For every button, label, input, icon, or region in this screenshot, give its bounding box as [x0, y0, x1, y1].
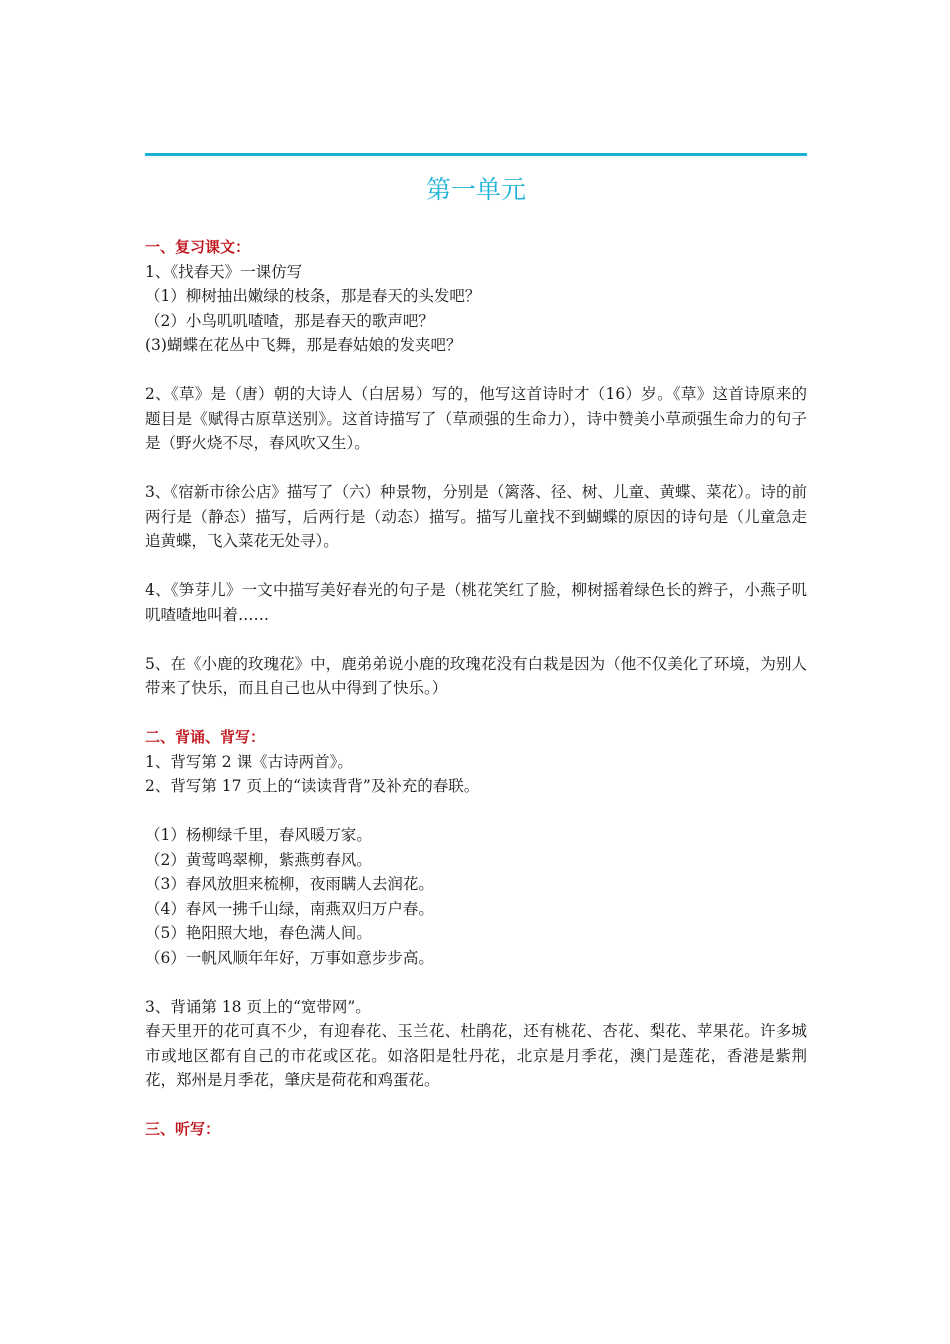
broadband-paragraph: 春天里开的花可真不少，有迎春花、玉兰花、杜鹃花，还有桃花、杏花、梨花、苹果花。许多城市或地区都有自己的市花或区花。如洛阳是牡丹花，北京是月季花，澳门是莲花，香港是紫荆花，郑州是月季花，肇庆是荷花和鸡蛋花。 — [145, 1022, 807, 1089]
section-heading-recite: 二、背诵、背写： — [145, 728, 266, 746]
couplet-4: （4）春风一拂千山绿，南燕双归万户春。 — [145, 899, 434, 918]
q1-item-2: （2）小鸟叽叽喳喳，那是春天的歌声吧？ — [145, 311, 434, 330]
document-page — [145, 0, 807, 1344]
document-body — [145, 235, 807, 1142]
q4-paragraph: 4、《笋芽儿》一文中描写美好春光的句子是（桃花笑红了脸，柳树摇着绿色长的辫子，小燕子叽叽喳喳地叫着…… — [145, 581, 807, 624]
spacer — [145, 970, 807, 995]
spacer — [145, 627, 807, 652]
spacer — [145, 799, 807, 824]
spacer — [145, 701, 807, 726]
recite-line-1: 1、背写第 2 课《古诗两首》。 — [145, 752, 353, 771]
couplet-1: （1）杨柳绿千里，春风暖万家。 — [145, 826, 372, 844]
q1-item-3: (3)蝴蝶在花丛中飞舞，那是春姑娘的发夹吧？ — [145, 336, 462, 354]
section-heading-review: 一、复习课文： — [145, 238, 251, 256]
q3-paragraph: 3、《宿新市徐公店》描写了（六）种景物，分别是（篱落、径、树、儿童、黄蝶、菜花）。诗的前两行是（静态）描写，后两行是（动态）描写。描写儿童找不到蝴蝶的原因的诗句是（儿童急走追黄蝶，飞入菜花无处寻）。 — [145, 483, 807, 550]
couplet-5: （5）艳阳照大地，春色满人间。 — [145, 924, 372, 942]
q5-paragraph: 5、在《小鹿的玫瑰花》中，鹿弟弟说小鹿的玫瑰花没有白栽是因为（他不仅美化了环境，为别人带来了快乐，而且自己也从中得到了快乐。） — [145, 654, 807, 697]
recite-line-2: 2、背写第 17 页上的“读读背背”及补充的春联。 — [145, 777, 480, 795]
spacer — [145, 554, 807, 579]
page-title: 第一单元 — [425, 175, 526, 204]
spacer — [145, 358, 807, 383]
recite-line-3: 3、背诵第 18 页上的“宽带网”。 — [145, 997, 371, 1016]
spacer — [145, 1093, 807, 1118]
spacer — [145, 456, 807, 481]
q1-item-1: （1）柳树抽出嫩绿的枝条，那是春天的头发吧？ — [145, 287, 481, 305]
couplet-6: （6）一帆风顺年年好，万事如意步步高。 — [145, 948, 434, 967]
section-heading-dictation: 三、听写： — [145, 1120, 221, 1138]
title-rule — [145, 153, 807, 156]
couplet-3: （3）春风放胆来梳柳，夜雨瞒人去润花。 — [145, 875, 434, 893]
q2-paragraph: 2、《草》是（唐）朝的大诗人（白居易）写的，他写这首诗时才（16）岁。《草》这首诗原来的题目是《赋得古原草送别》。这首诗描写了（草顽强的生命力），诗中赞美小草顽强生命力的句子是（野火烧不尽，春风吹又生）。 — [145, 385, 807, 452]
couplet-2: （2）黄莺鸣翠柳，紫燕剪春风。 — [145, 850, 372, 869]
q1-lead: 1、《找春天》一课仿写 — [145, 262, 303, 281]
